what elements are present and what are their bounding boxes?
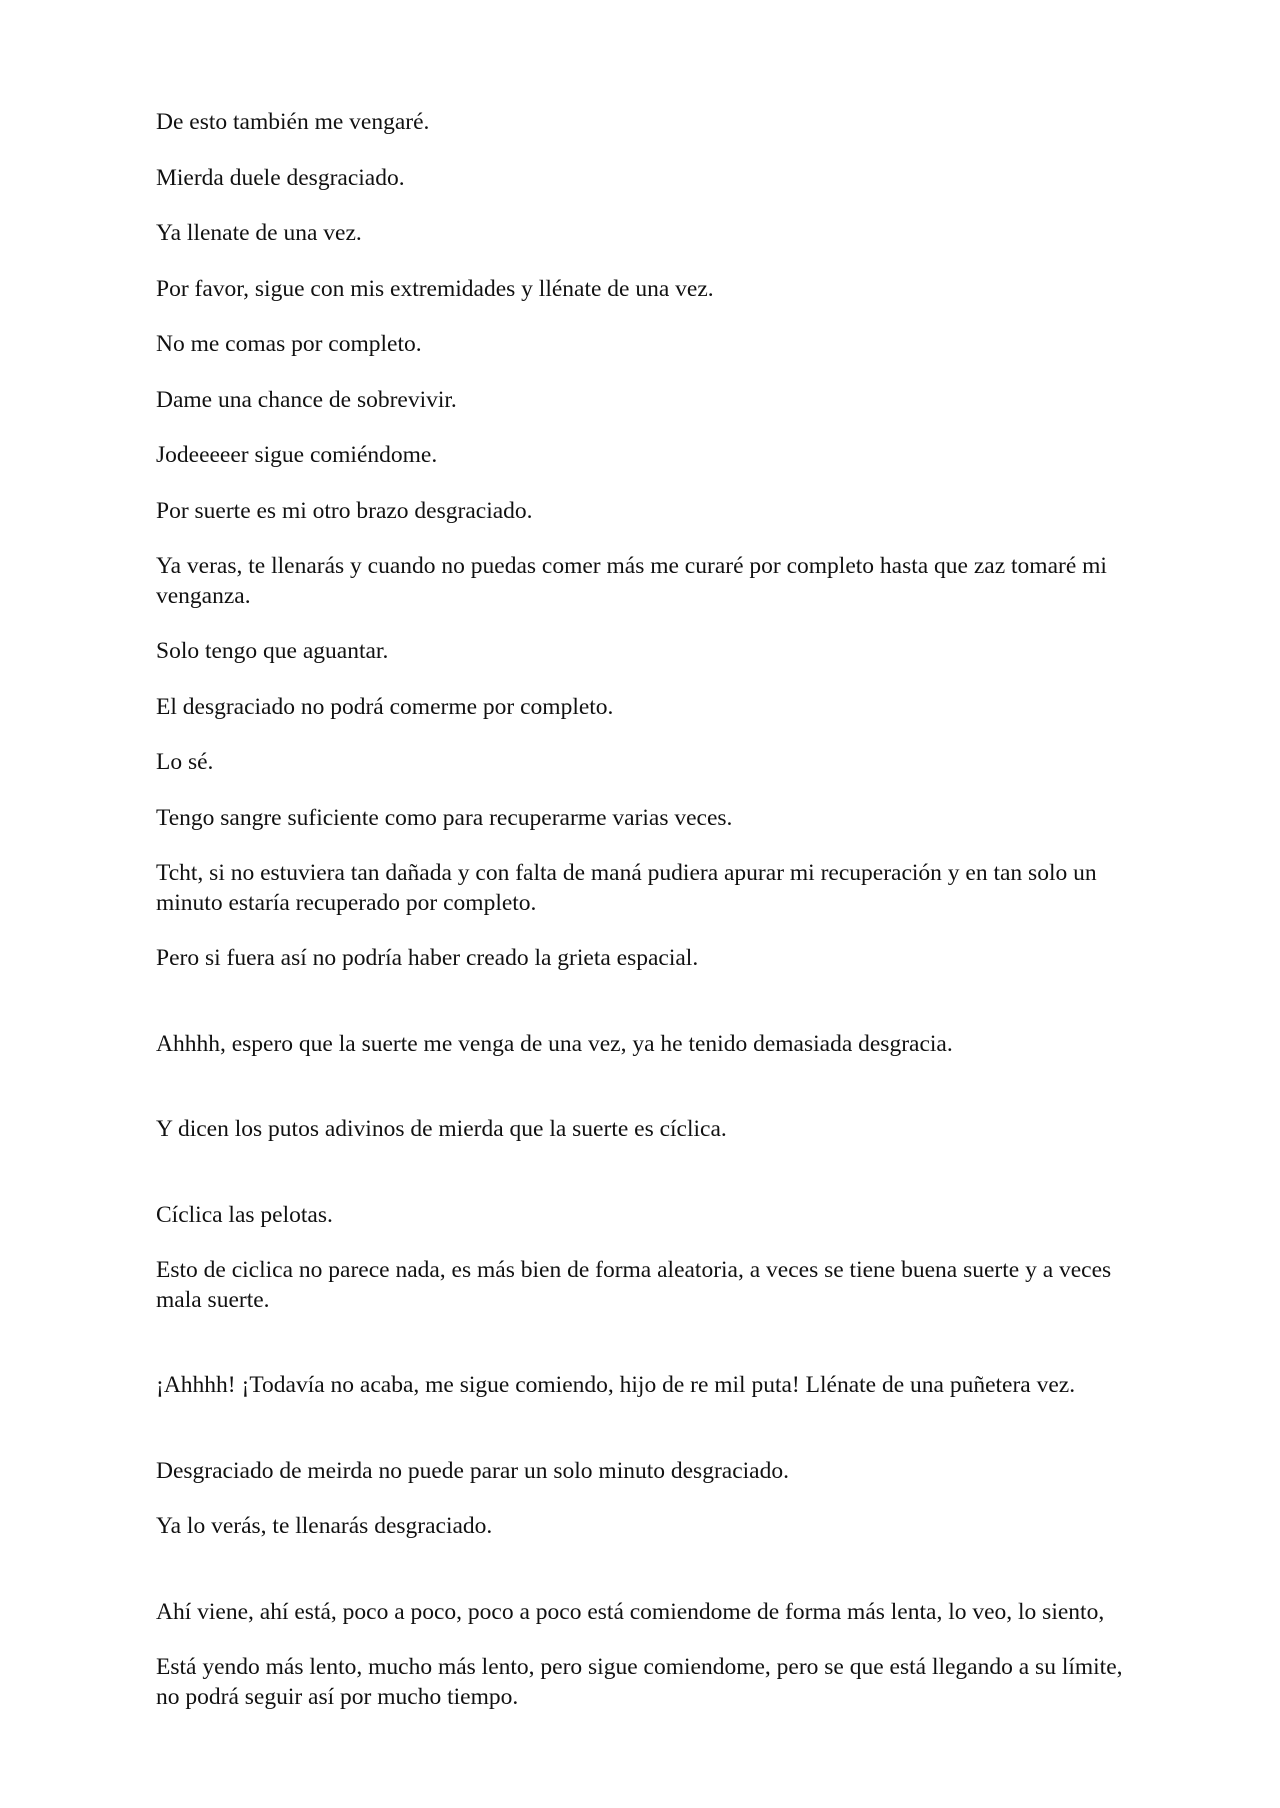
paragraph: Ya llenate de una vez. [156,220,362,246]
paragraph: El desgraciado no podrá comerme por completo. [156,693,614,720]
paragraph: Y dicen los putos adivinos de mierda que la suerte es cíclica. [156,1116,727,1142]
paragraph: Esto de ciclica no parece nada, es más bien de forma aleatoria, a veces se tiene buena suerte y a veces mala suerte. [156,1257,1112,1313]
paragraph: No me comas por completo. [156,331,422,357]
paragraph: Desgraciado de meirda no puede parar un solo minuto desgraciado. [156,1457,789,1484]
paragraph: ¡Ahhhh! ¡Todavía no acaba, me sigue comiendo, hijo de re mil puta! Llénate de una puñetera vez. [156,1372,1076,1398]
paragraph: Ahhhh, espero que la suerte me venga de una vez, ya he tenido demasiada desgracia. [156,1030,953,1057]
paragraph: De esto también me vengaré. [156,109,430,135]
paragraph: Mierda duele desgraciado. [156,164,405,191]
paragraph: Pero si fuera así no podría haber creado la grieta espacial. [156,945,699,971]
paragraph: Está yendo más lento, mucho más lento, pero sigue comiendome, pero se que está llegando a su límite, no podrá seguir así por mucho tiempo. [156,1654,1123,1710]
paragraph: Tcht, si no estuviera tan dañada y con falta de maná pudiera apurar mi recuperación y en tan solo un minuto estaría recuperado por completo. [156,860,1097,916]
paragraph: Por suerte es mi otro brazo desgraciado. [156,497,533,524]
paragraph: Solo tengo que aguantar. [156,638,389,664]
paragraph: Ya lo verás, te llenarás desgraciado. [156,1513,493,1539]
paragraph: Jodeeeeer sigue comiéndome. [156,442,438,468]
paragraph: Ahí viene, ahí está, poco a poco, poco a poco está comiendome de forma más lenta, lo veo, lo siento, [156,1598,1105,1625]
document-body [156,108,1140,1738]
paragraph: Ya veras, te llenarás y cuando no puedas comer más me curaré por completo hasta que zaz tomaré mi venganza. [156,553,1107,609]
paragraph: Cíclica las pelotas. [156,1201,333,1228]
paragraph: Lo sé. [156,749,214,775]
paragraph: Dame una chance de sobrevivir. [156,386,457,413]
paragraph: Tengo sangre suficiente como para recuperarme varias veces. [156,804,733,831]
paragraph: Por favor, sigue con mis extremidades y llénate de una vez. [156,275,714,302]
